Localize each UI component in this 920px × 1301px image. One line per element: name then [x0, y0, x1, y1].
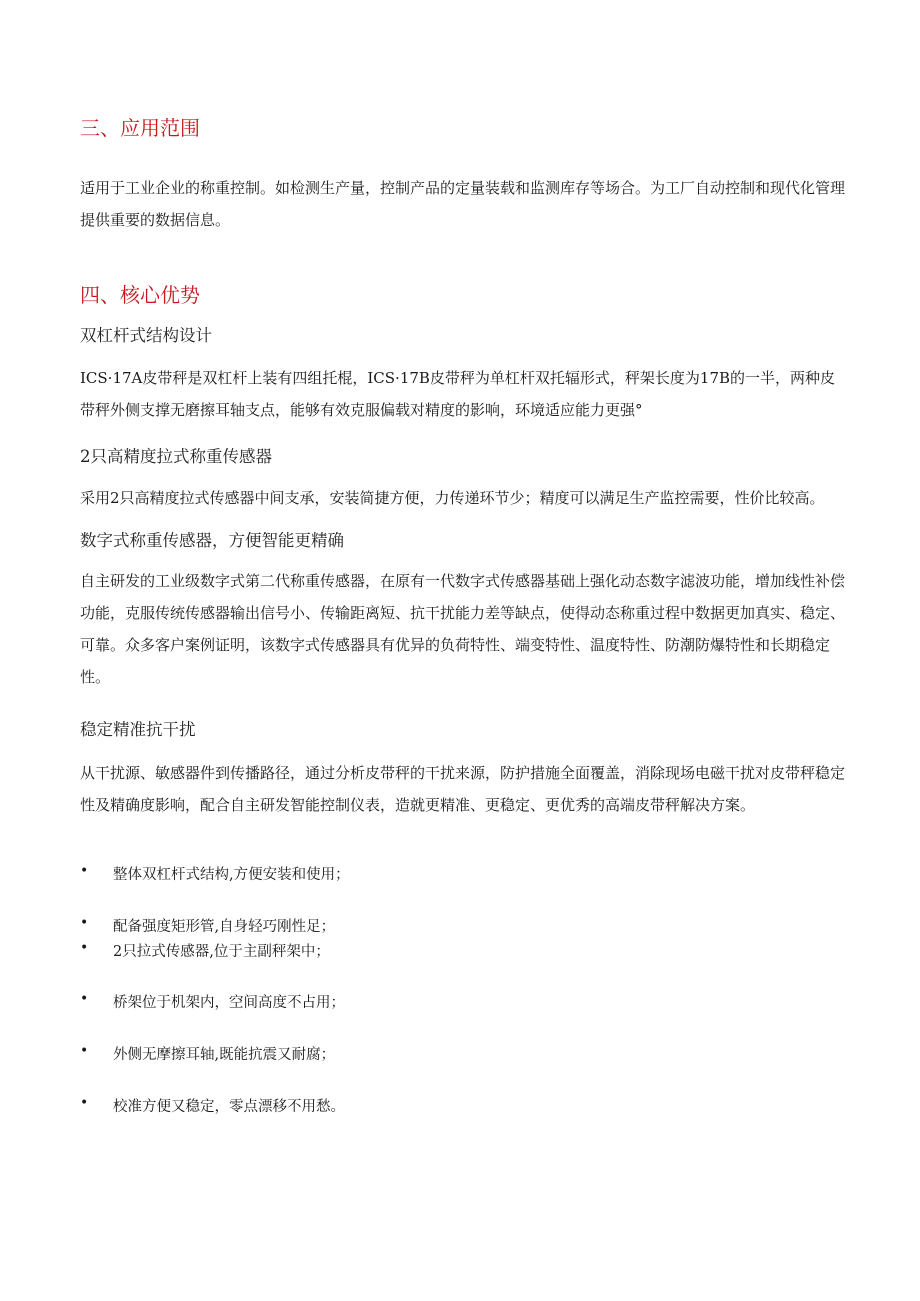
bullet-marker: •: [80, 940, 89, 956]
bullet-marker: •: [80, 915, 89, 931]
advantage-body-digital-sensor: 自主研发的工业级数字式第二代称重传感器，在原有一代数字式传感器基础上强化动态数字滤波功能，增加线性补偿功能，克服传统传感器输出信号小、传输距离短、抗干扰能力差等缺点，使得动态称重过程中数据更加真实、稳定、可靠。众多客户案例证明，该数字式传感器具有优异的负荷特性、端变特性、温度特性、防潮防爆特性和长期稳定性。: [80, 572, 846, 686]
advantage-body-load-cells: 采用2只高精度拉式传感器中间支承，安装简捷方便，力传递环节少；精度可以满足生产监控需要，性价比较高。: [80, 489, 825, 507]
advantage-body-anti-interference: 从干扰源、敏感器件到传播路径，通过分析皮带秤的干扰来源，防护措施全面覆盖，消除现场电磁干扰对皮带秤稳定性及精确度影响，配合自主研发智能控制仪表，造就更精准、更稳定、更优秀的高端皮带秤解决方案。: [80, 764, 846, 814]
advantage-heading-anti-interference: 稳定精准抗干扰: [80, 720, 196, 739]
application-scope-paragraph: 适用于工业企业的称重控制。如检测生产量，控制产品的定量装载和监测库存等场合。为工厂自动控制和现代化管理提供重要的数据信息。: [80, 179, 846, 229]
advantage-heading-digital-sensor: 数字式称重传感器，方便智能更精确: [80, 531, 344, 550]
bullet-text: 外侧无摩擦耳轴,既能抗震又耐腐；: [113, 1047, 336, 1063]
advantage-heading-load-cells: 2只高精度拉式称重传感器: [80, 447, 272, 466]
bullet-text: 整体双杠杆式结构,方便安装和使用；: [113, 867, 350, 883]
bullet-text: 配备强度矩形管,自身轻巧刚性足；: [113, 919, 336, 935]
bullet-text: 桥架位于机架内，空间高度不占用；: [113, 995, 345, 1011]
section-title-core-advantages: 四、核心优势: [80, 283, 200, 307]
bullet-marker: •: [80, 1095, 89, 1111]
bullet-marker: •: [80, 1043, 89, 1059]
advantage-body-lever-structure: ICS·17A皮带秤是双杠杆上装有四组托棍，ICS·17B皮带秤为单杠杆双托辐形式，秤架长度为17B的一半，两种皮带秤外侧支撑无磨擦耳轴支点，能够有效克服偏载对精度的影响，环境适应能力更强°: [80, 369, 836, 419]
bullet-text: 2只拉式传感器,位于主副秤架中；: [113, 944, 330, 960]
bullet-text: 校准方便又稳定，零点漂移不用愁。: [113, 1099, 345, 1115]
section-title-application-scope: 三、应用范围: [80, 116, 200, 140]
bullet-marker: •: [80, 863, 89, 879]
advantage-heading-lever-structure: 双杠杆式结构设计: [80, 326, 212, 345]
bullet-marker: •: [80, 991, 89, 1007]
